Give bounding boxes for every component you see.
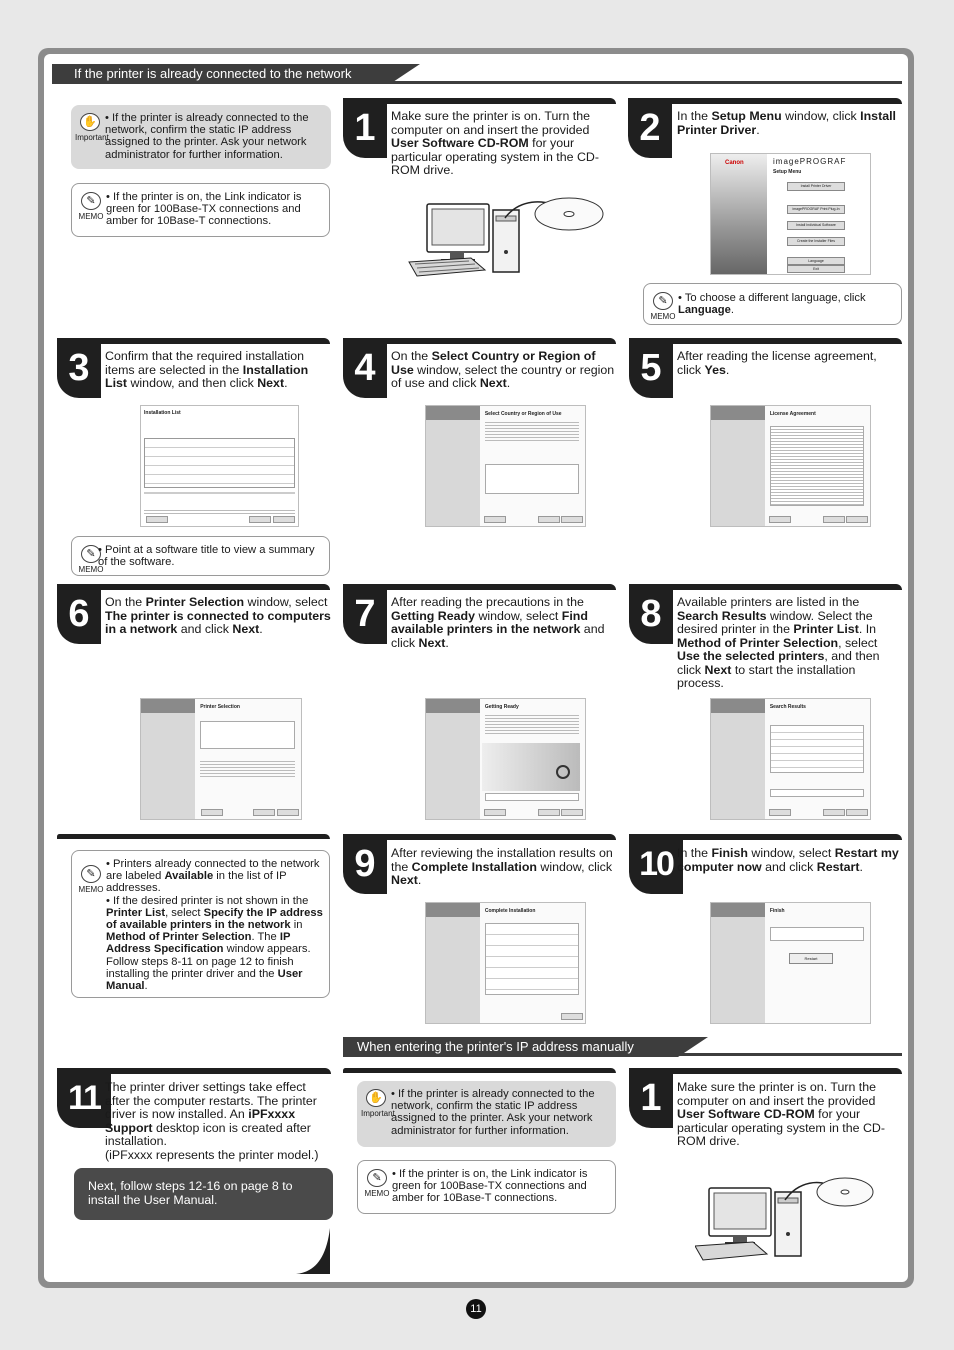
memo-note	[357, 1160, 616, 1214]
step-10-text: In the Finish window, select Restart my computer now and click Restart.	[677, 846, 899, 874]
step-number: 8	[629, 584, 673, 644]
select-country-screenshot: Select Country or Region of Use	[425, 405, 586, 527]
step-number: 5	[629, 338, 673, 398]
memo-note	[71, 536, 330, 576]
step-7-text: After reading the precautions in the Getting Ready window, select Find available printers in the network and click Next.	[391, 595, 605, 650]
getting-ready-screenshot: Getting Ready	[425, 698, 586, 820]
note-text: • If the printer is on, the Link indicator is green for 100Base-TX connections and amber for 10Base-T connections.	[106, 191, 302, 228]
pencil-icon: ✎	[81, 865, 101, 883]
step-9-text: After reviewing the installation results on the Complete Installation window, click Next.	[391, 846, 613, 887]
step-number: 1	[629, 1068, 673, 1128]
step-4-text: On the Select Country or Region of Use window, select the country or region of use and click Next.	[391, 349, 615, 390]
hand-icon: ✋	[366, 1089, 386, 1107]
note-text: • If the printer is already connected to the network, confirm the static IP address assigned to the printer. Ask your network administrator for further information.	[391, 1088, 595, 1137]
step-number: 7	[343, 584, 387, 644]
divider-bar	[57, 834, 330, 839]
step-2-text: In the Setup Menu window, click Install Printer Driver.	[677, 109, 896, 137]
printer-selection-screenshot: Printer Selection	[140, 698, 302, 820]
license-screenshot: License Agreement	[710, 405, 871, 527]
hand-icon: ✋	[80, 113, 100, 131]
finish-screenshot: Finish Restart	[710, 902, 871, 1024]
step-number: 1	[343, 98, 387, 158]
note-text: • Point at a software title to view a summary of the software.	[98, 544, 315, 569]
step-1b-text: Make sure the printer is on. Turn the computer on and insert the provided User Software CD-ROM for your particular operating system in the CD-ROM drive.	[677, 1080, 885, 1148]
note-text: • If the printer is on, the Link indicator is green for 100Base-TX connections and amber for 10Base-T connections.	[392, 1168, 588, 1205]
pencil-icon: ✎	[81, 192, 101, 210]
memo-badge: ✎ MEMO	[76, 192, 106, 223]
important-badge: ✋ Important	[75, 113, 105, 144]
section-title: When entering the printer's IP address manually	[343, 1037, 678, 1057]
complete-installation-screenshot: Complete Installation	[425, 902, 586, 1024]
step-8-text: Available printers are listed in the Search Results window. Select the desired printer in the Printer List. In Method of Printer Selection, select Use the selected printers, and then click Next to start the installation process.	[677, 595, 880, 690]
important-note	[71, 105, 331, 169]
page-corner-mark	[296, 1228, 332, 1276]
important-badge: ✋ Important	[361, 1089, 391, 1120]
memo-note	[71, 183, 330, 237]
step-1-text: Make sure the printer is on. Turn the computer on and insert the provided User Software CD-ROM for your particular operating system in the CD-ROM drive.	[391, 109, 599, 177]
step-number: 4	[343, 338, 387, 398]
section-title: If the printer is already connected to the network	[52, 64, 390, 84]
step-5-text: After reading the license agreement, click Yes.	[677, 349, 877, 377]
step-number: 6	[57, 584, 101, 644]
step-number: 9	[343, 834, 387, 894]
important-note	[357, 1081, 616, 1147]
divider-bar	[343, 1068, 616, 1073]
step-6-text: On the Printer Selection window, select The printer is connected to computers in a network and click Next.	[105, 595, 331, 636]
step-number: 3	[57, 338, 101, 398]
memo-badge: ✎ MEMO	[76, 545, 106, 576]
memo-badge: ✎ MEMO	[648, 292, 678, 323]
search-results-screenshot: Search Results	[710, 698, 871, 820]
next-steps-box: Next, follow steps 12-16 on page 8 to install the User Manual.	[74, 1168, 333, 1220]
step-11-text: The printer driver settings take effect after the computer restarts. The printer driver is now installed. An iPFxxxx Support desktop icon is created after installation. (iPFxxxx represents the printer model.)	[105, 1080, 319, 1162]
computer-illustration	[695, 1172, 875, 1262]
note-text: • To choose a different language, click Language.	[678, 292, 866, 317]
note-text: • If the printer is already connected to the network, confirm the static IP address assigned to the printer. Ask your network administrator for further information.	[105, 112, 309, 161]
setup-menu-screenshot: Canon imagePROGRAF Setup Menu Install Printer Driver imagePROGRAF Print Plug-In Install Individual Software Create the Installer Files Language Exit	[710, 153, 871, 275]
step-3-text: Confirm that the required installation items are selected in the Installation List window, and then click Next.	[105, 349, 309, 390]
pencil-icon: ✎	[81, 545, 101, 563]
memo-badge: ✎ MEMO	[76, 865, 106, 896]
memo-note	[643, 283, 902, 325]
step-number: 10	[629, 834, 683, 894]
memo-badge: ✎ MEMO	[362, 1169, 392, 1200]
page-number: 11	[466, 1299, 486, 1319]
pencil-icon: ✎	[653, 292, 673, 310]
step-number: 2	[628, 98, 672, 158]
step-number: 11	[57, 1068, 111, 1128]
note-text: • Printers already connected to the network are labeled Available in the list of IP addresses. • If the desired printer is not shown in the Printer List, select Specify the IP address of available printers in the network in Method of Printer Selection. The IP Address Specification window appears. Follow steps 8-11 on page 12 to finish installing the printer driver and the User Manual.	[106, 858, 323, 993]
installation-list-screenshot: Installation List	[140, 405, 299, 527]
pencil-icon: ✎	[367, 1169, 387, 1187]
computer-illustration	[405, 192, 605, 280]
memo-note	[71, 850, 330, 998]
